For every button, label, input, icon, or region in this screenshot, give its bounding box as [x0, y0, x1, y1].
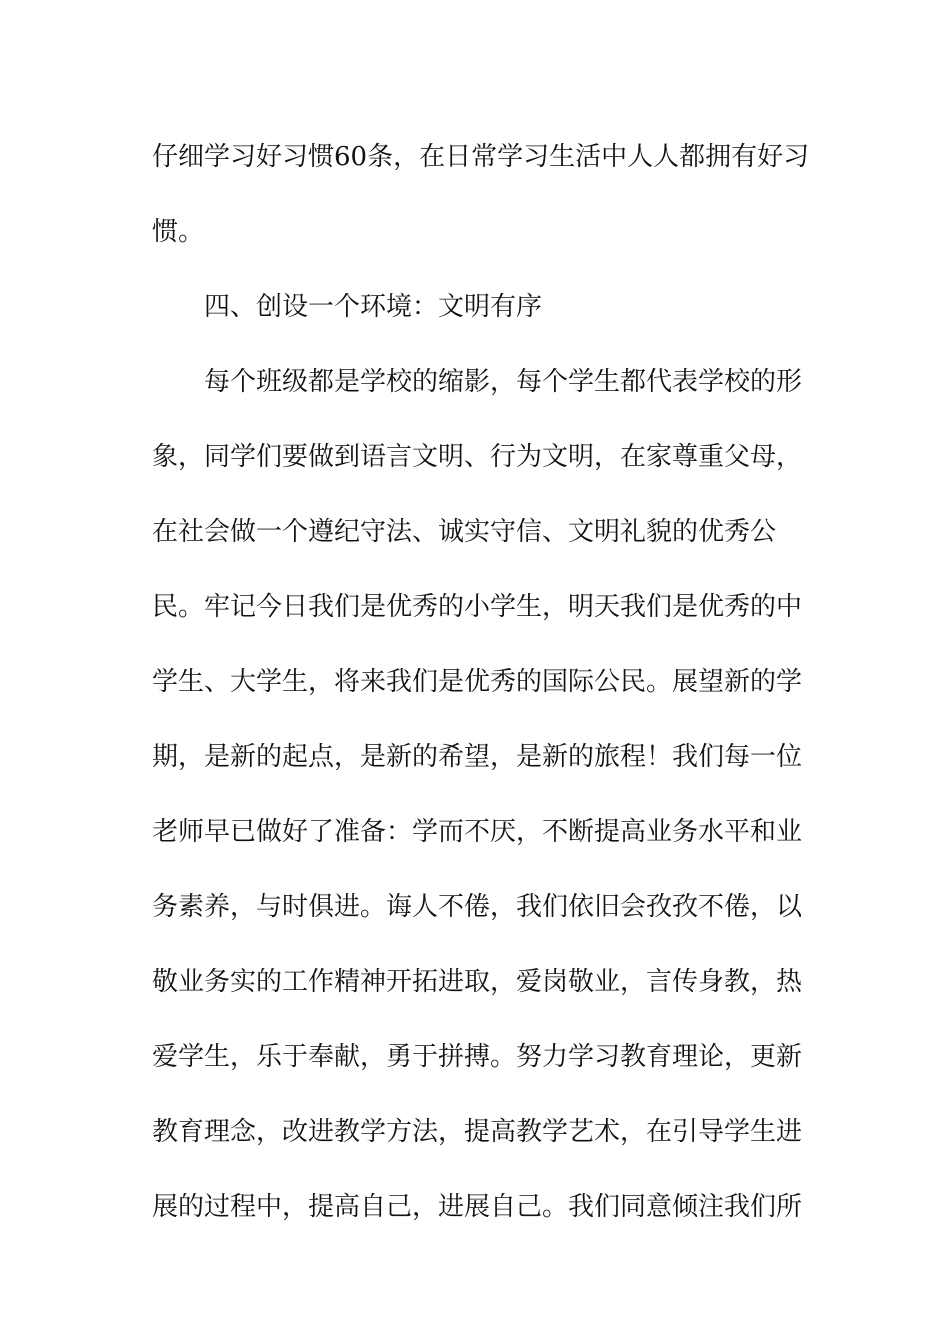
text-line: 爱学生，乐于奉献，勇于拼搏。努力学习教育理论，更新 [152, 1042, 803, 1072]
text-line: 展的过程中，提高自己，进展自己。我们同意倾注我们所 [152, 1192, 803, 1222]
text-line: 民。牢记今日我们是优秀的小学生，明天我们是优秀的中 [152, 592, 803, 622]
text-line: 敬业务实的工作精神开拓进取，爱岗敬业，言传身教，热 [152, 967, 803, 997]
text-line: 期，是新的起点，是新的希望，是新的旅程！我们每一位 [152, 742, 803, 772]
text-line: 每个班级都是学校的缩影，每个学生都代表学校的形 [204, 367, 803, 397]
text-line: 在社会做一个遵纪守法、诚实守信、文明礼貌的优秀公 [152, 517, 777, 547]
text-line: 教育理念，改进教学方法，提高教学艺术，在引导学生进 [152, 1117, 803, 1147]
text-line: 仔细学习好习惯60条，在日常学习生活中人人都拥有好习 [152, 142, 810, 172]
text-line: 老师早已做好了准备：学而不厌，不断提高业务水平和业 [152, 817, 803, 847]
text-line: 象，同学们要做到语言文明、行为文明，在家尊重父母， [152, 442, 803, 472]
text-line: 务素养，与时俱进。诲人不倦，我们依旧会孜孜不倦，以 [152, 892, 803, 922]
text-line: 学生、大学生，将来我们是优秀的国际公民。展望新的学 [152, 667, 803, 697]
text-line: 惯。 [152, 217, 205, 247]
document-body [152, 120, 812, 1245]
section-heading: 四、创设一个环境：文明有序 [204, 292, 543, 322]
